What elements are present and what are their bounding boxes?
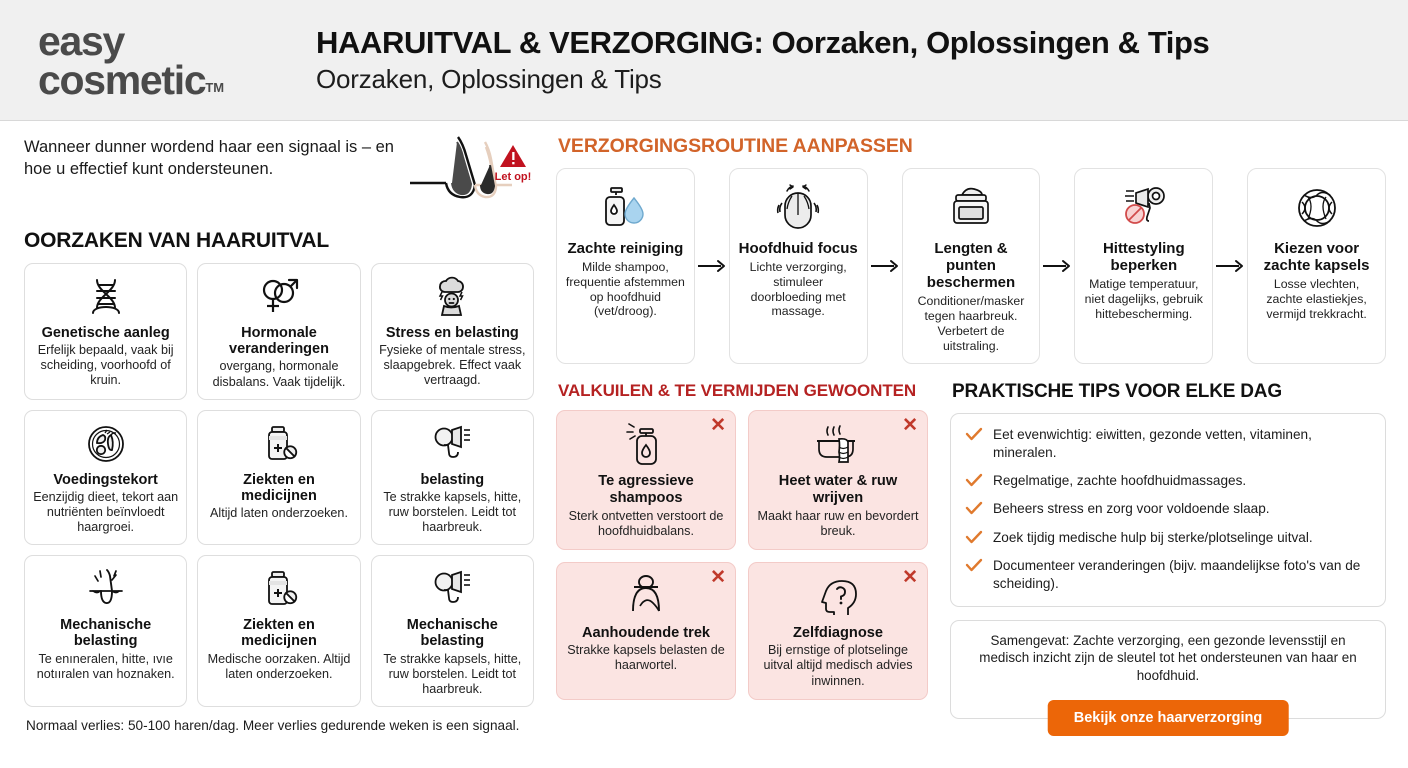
stress-head-icon: [429, 274, 475, 320]
warning-triangle-icon: [500, 145, 526, 167]
tight-bun-icon: [620, 572, 672, 622]
routine-steps-row: [556, 168, 1386, 364]
nutrition-plate-icon: [83, 421, 129, 467]
medicine-bottle-icon: [256, 421, 302, 467]
routine-step-title: Hoofdhuid focus: [738, 240, 858, 257]
dna-icon: [84, 274, 128, 320]
tip-text: Beheers stress en zorg voor voldoende slaap.: [993, 501, 1270, 517]
arrow-right-icon: [695, 168, 729, 364]
summary-box: [950, 620, 1386, 727]
tips-box: [950, 413, 1386, 607]
cause-card[interactable]: [371, 555, 534, 707]
routine-step-card[interactable]: [556, 168, 695, 364]
cause-card[interactable]: [371, 263, 534, 400]
harsh-shampoo-icon: [620, 420, 672, 470]
pitfall-card[interactable]: [748, 562, 928, 700]
tip-item: [965, 557, 1369, 592]
tip-text: Eet evenwichtig: eiwitten, gezonde vetten, vitaminen, mineralen.: [993, 427, 1312, 460]
pitfall-card[interactable]: [748, 410, 928, 549]
tips-section: [950, 381, 1386, 762]
routine-step-title: Zachte reiniging: [567, 240, 684, 257]
scalp-massage-icon: [768, 182, 828, 234]
pitfall-card[interactable]: [556, 562, 736, 700]
close-icon: ✕: [710, 415, 726, 437]
warning-label: Let op!: [494, 171, 532, 183]
tip-item: [965, 472, 1369, 489]
self-diagnosis-head-icon: [812, 572, 864, 622]
cause-card[interactable]: [371, 410, 534, 546]
lower-section: [556, 381, 1386, 762]
cause-title: belasting: [420, 471, 485, 488]
pitfall-desc: Bij ernstige of plotselinge uitval altijd medisch advies inwinnen.: [763, 643, 913, 688]
page-header: [0, 0, 1408, 121]
hair-follicle-illustration: [408, 135, 534, 213]
routine-step-desc: Losse vlechten, zachte elastiekjes, vermijd trekkracht.: [1266, 277, 1367, 321]
close-icon: ✕: [710, 566, 726, 588]
cream-jar-icon: [942, 182, 1000, 234]
header-titles: [306, 25, 1209, 95]
pitfall-desc: Maakt haar ruw en bevordert breuk.: [757, 508, 919, 538]
page-subtitle: Oorzaken, Oplossingen & Tips: [316, 64, 662, 94]
hairdryer-icon: [429, 566, 475, 612]
cause-title: Ziekten en medicijnen: [241, 617, 317, 650]
routine-step-desc: Milde shampoo, frequentie afstemmen op hoofdhuid (vet/droog).: [565, 260, 685, 319]
cause-desc: Fysieke of mentale stress, slaapgebrek. Effect vaak vertraagd.: [379, 343, 526, 388]
routine-step-card[interactable]: [729, 168, 868, 364]
cause-card[interactable]: [24, 555, 187, 707]
intro-text: Wanneer dunner wordend haar een signaal is – en hoe u effectief kunt ondersteunen.: [24, 138, 394, 178]
page-body: [0, 121, 1408, 768]
arrow-right-icon: [1213, 168, 1247, 364]
cause-desc: Eenzijdig dieet, tekort aan nutriënten beïnvloedt haargroei.: [33, 489, 179, 535]
cause-desc: overgang, hormonale disbalans. Vaak tijdelijk.: [212, 359, 346, 389]
check-icon: [965, 473, 983, 488]
routine-step-title: Hittestyling beperken: [1102, 240, 1185, 275]
brand-line-2: cosmeticTM: [38, 57, 225, 103]
hot-water-towel-icon: [809, 420, 867, 470]
cause-desc: Erfelijk bepaald, vaak bij scheiding, voorhoofd of kruin.: [37, 343, 174, 388]
arrow-right-icon: [868, 168, 902, 364]
brand-logo: [38, 18, 306, 103]
cause-desc: Te strakke kapsels, hitte, ruw borstelen. Leidt tot haarbreuk.: [383, 651, 522, 696]
cause-desc: Te strakke kapsels, hitte, ruw borstelen. Leidt tot haarbreuk.: [383, 489, 522, 535]
tip-text: Zoek tijdig medische hulp bij sterke/plotselinge uitval.: [993, 529, 1313, 545]
routine-step-desc: Matige temperatuur, niet dagelijks, gebruik hittebescherming.: [1084, 277, 1203, 321]
pitfall-title: Heet water & ruw wrijven: [778, 473, 898, 506]
routine-step-title: Lengten & punten beschermen: [926, 240, 1016, 292]
tip-item: [965, 529, 1369, 546]
pitfall-title: Te agressieve shampoos: [598, 473, 694, 506]
cause-desc: Medische oorzaken. Altijd laten onderzoeken.: [207, 651, 351, 681]
page-title: HAARUITVAL & VERZORGING: Oorzaken, Oplossingen & Tips: [316, 25, 1210, 60]
routine-section-title: VERZORGINGSROUTINE AANPASSEN: [558, 135, 913, 157]
shampoo-drop-icon: [594, 182, 656, 234]
close-icon: ✕: [902, 566, 918, 588]
routine-step-card[interactable]: [1074, 168, 1213, 364]
routine-step-card[interactable]: [902, 168, 1041, 364]
cause-title: Ziekten en medicijnen: [241, 471, 317, 504]
no-hairdryer-icon: [1113, 182, 1175, 234]
causes-column: [12, 135, 544, 762]
intro-row: [24, 135, 534, 213]
pitfall-card[interactable]: [556, 410, 736, 549]
hairdryer-icon: [429, 421, 475, 467]
gender-symbols-icon: [256, 274, 302, 320]
routine-tips-column: [544, 135, 1396, 762]
soft-braid-icon: [1290, 182, 1344, 234]
pitfall-title: Aanhoudende trek: [581, 624, 711, 641]
summary-text: Samengevat: Zachte verzorging, een gezonde levensstijl en medisch inzicht zijn de sleutel tot het ondersteunen van haar en hoofdhuid.: [979, 633, 1357, 683]
hair-root-stress-icon: [83, 566, 129, 612]
tip-item: [965, 500, 1369, 517]
close-icon: ✕: [902, 415, 918, 437]
cause-card[interactable]: [197, 410, 360, 546]
causes-section-title: OORZAKEN VAN HAARUITVAL: [24, 229, 329, 252]
routine-step-card[interactable]: [1247, 168, 1386, 364]
cause-card[interactable]: [24, 410, 187, 546]
cause-card[interactable]: [197, 263, 360, 400]
cause-title: Genetische aanleg: [41, 325, 170, 341]
routine-step-desc: Conditioner/masker tegen haarbreuk. Verbetert de uitstraling.: [917, 294, 1025, 353]
pitfalls-grid: [556, 410, 928, 699]
check-icon: [965, 501, 983, 516]
cause-card[interactable]: [24, 263, 187, 400]
view-haircare-button[interactable]: Bekijk onze haarverzorging: [1048, 700, 1289, 736]
cause-title: Hormonale veranderingen: [229, 325, 329, 358]
brand-line-1: easy: [38, 18, 125, 65]
causes-footer-note: Normaal verlies: 50-100 haren/dag. Meer verlies gedurende weken is een signaal.: [26, 718, 520, 734]
tip-item: [965, 426, 1369, 461]
medicine-bottle-icon: [256, 566, 302, 612]
cause-title: Stress en belasting: [385, 325, 519, 341]
cause-title: Mechanische belasting: [60, 617, 152, 650]
pitfalls-section-title: VALKUILEN & TE VERMIJDEN GEWOONTEN: [558, 381, 917, 401]
check-icon: [965, 530, 983, 545]
pitfalls-section: [556, 381, 928, 762]
trademark-mark: TM: [205, 80, 225, 95]
arrow-right-icon: [1040, 168, 1074, 364]
routine-step-title: Kiezen voor zachte kapsels: [1263, 240, 1370, 275]
causes-grid: [24, 263, 534, 707]
check-icon: [965, 427, 983, 442]
cause-title: Mechanische belasting: [406, 617, 498, 650]
tips-section-title: PRAKTISCHE TIPS VOOR ELKE DAG: [952, 381, 1282, 403]
pitfall-desc: Strakke kapsels belasten de haarwortel.: [567, 643, 725, 673]
cause-card[interactable]: [197, 555, 360, 707]
cause-desc: Altijd laten onderzoeken.: [210, 506, 348, 521]
tip-text: Documenteer veranderingen (bijv. maandelijkse foto's van de scheiding).: [993, 558, 1361, 591]
pitfall-desc: Sterk ontvetten verstoort de hoofdhuidbalans.: [568, 508, 724, 538]
cause-desc: Te enıneralen, hitte, ıvıe notııralen van hoznaken.: [36, 651, 175, 681]
check-icon: [965, 558, 983, 573]
pitfall-title: Zelfdiagnose: [792, 624, 883, 641]
routine-step-desc: Lichte verzorging, stimuleer doorbloeding met massage.: [749, 260, 847, 319]
tip-text: Regelmatige, zachte hoofdhuidmassages.: [993, 473, 1247, 489]
cause-title: Voedingstekort: [53, 471, 158, 488]
